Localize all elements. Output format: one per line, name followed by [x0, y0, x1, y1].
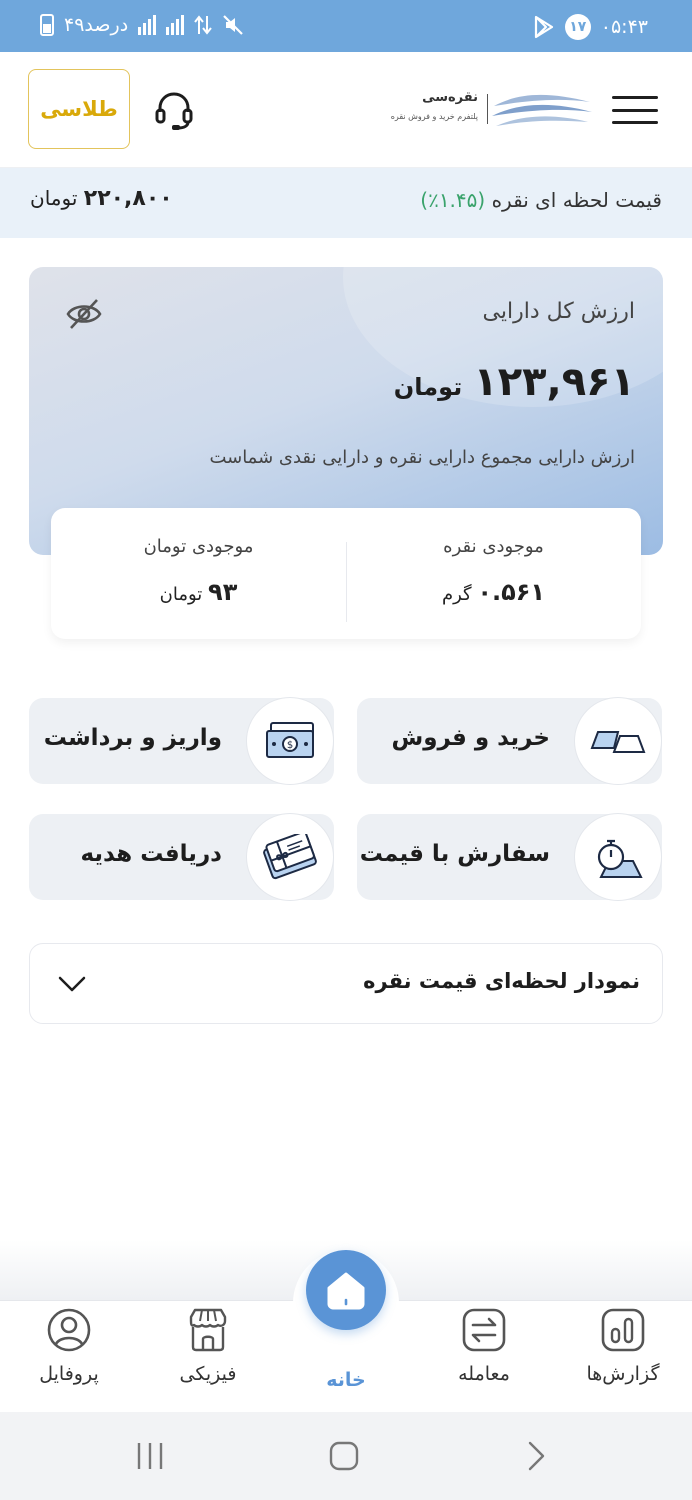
deposit-withdraw-label: واریز و برداشت	[43, 725, 222, 751]
status-bar	[0, 0, 692, 52]
buy-sell-button[interactable]	[357, 698, 662, 784]
menu-icon-line	[612, 109, 658, 112]
price-unit: تومان	[30, 186, 78, 210]
notification-badge: ۱۷	[565, 14, 591, 40]
home-icon	[325, 1270, 367, 1310]
price-label-text: قیمت لحظه ای نقره	[491, 188, 662, 212]
waves-logo-icon	[490, 88, 594, 134]
order-icon-wrap	[574, 813, 662, 901]
deposit-withdraw-button[interactable]	[29, 698, 334, 784]
live-price-bar	[0, 168, 692, 238]
data-transfer-icon	[194, 14, 212, 36]
deposit-icon-wrap	[246, 697, 334, 785]
back-icon[interactable]	[524, 1440, 548, 1472]
buy-sell-label: خرید و فروش	[391, 725, 550, 751]
exchange-icon	[461, 1307, 507, 1353]
logo-name: نقره‌سی	[422, 90, 478, 105]
home-fab-button[interactable]	[306, 1250, 386, 1330]
live-price-label	[420, 188, 662, 212]
clock: ۰۵:۴۳	[600, 16, 648, 38]
balances-card	[51, 508, 641, 639]
battery-text: ۴۹درصد	[64, 14, 129, 36]
profile-icon	[46, 1307, 92, 1353]
toman-balance-label: موجودی تومان	[143, 536, 254, 557]
store-icon	[185, 1307, 231, 1353]
menu-icon-line	[612, 121, 658, 124]
live-price-value	[30, 186, 173, 211]
toman-balance-value	[51, 578, 346, 606]
menu-button[interactable]	[612, 96, 658, 124]
logo-tagline: پلتفرم خرید و فروش نقره	[390, 112, 478, 121]
system-navigation	[0, 1412, 692, 1500]
silver-balance-unit: گرم	[441, 584, 472, 605]
toman-balance	[51, 508, 346, 639]
silver-balance-label: موجودی نقره	[443, 536, 544, 557]
app-header	[0, 52, 692, 168]
nav-profile-label: پروفایل	[39, 1363, 99, 1385]
nav-reports[interactable]	[568, 1307, 678, 1407]
battery-icon	[40, 14, 54, 36]
signal-icon	[138, 15, 156, 35]
gold-app-button[interactable]: طلاسی	[28, 69, 130, 149]
silver-balance-number: ۰.۵۶۱	[477, 578, 546, 606]
nav-home-label: خانه	[326, 1369, 366, 1391]
gift-card-icon	[261, 834, 319, 880]
svg-text:$: $	[286, 740, 294, 751]
nav-physical-label: فیزیکی	[179, 1363, 237, 1385]
nav-trade-label: معامله	[458, 1363, 510, 1385]
price-change: (۱.۴۵٪)	[420, 188, 486, 212]
play-store-icon	[533, 15, 555, 39]
total-assets-unit: تومان	[393, 373, 463, 401]
receive-gift-label: دریافت هدیه	[80, 841, 222, 867]
toman-balance-number: ۹۳	[208, 578, 238, 606]
home-system-icon[interactable]	[328, 1440, 360, 1472]
buy-sell-icon-wrap	[574, 697, 662, 785]
reports-icon	[600, 1307, 646, 1353]
chart-toggle-label: نمودار لحظه‌ای قیمت نقره	[363, 969, 640, 993]
nav-physical[interactable]	[153, 1307, 263, 1407]
receive-gift-button[interactable]	[29, 814, 334, 900]
price-order-button[interactable]	[357, 814, 662, 900]
brand-logo[interactable]	[390, 88, 594, 134]
gift-icon-wrap	[246, 813, 334, 901]
headset-icon	[152, 88, 196, 132]
logo-divider	[487, 94, 488, 124]
total-assets-value	[394, 359, 635, 405]
status-left	[40, 14, 244, 36]
menu-icon-line	[612, 96, 658, 99]
mute-icon	[222, 14, 244, 36]
silver-bars-icon	[590, 726, 646, 756]
total-assets-title: ارزش کل دارایی	[482, 299, 635, 324]
balance-divider	[346, 542, 347, 622]
signal-icon-2	[166, 15, 184, 35]
price-order-label: سفارش با قیمت	[359, 841, 550, 867]
silver-balance	[346, 508, 641, 639]
live-price-chart-toggle[interactable]	[29, 943, 663, 1024]
eye-off-icon	[65, 297, 103, 331]
support-button[interactable]	[152, 88, 196, 132]
recent-apps-icon[interactable]	[134, 1440, 166, 1472]
total-assets-description: ارزش دارایی مجموع دارایی نقره و دارایی نقدی شماست	[209, 447, 635, 468]
stopwatch-bar-icon	[593, 835, 643, 879]
nav-profile[interactable]	[14, 1307, 124, 1407]
nav-reports-label: گزارش‌ها	[586, 1363, 660, 1385]
silver-balance-value	[346, 578, 641, 606]
chevron-down-icon	[58, 972, 86, 996]
price-number: ۲۲۰,۸۰۰	[83, 186, 173, 211]
total-assets-number: ۱۲۳,۹۶۱	[473, 359, 635, 405]
cash-icon	[263, 721, 317, 761]
toman-balance-unit: تومان	[159, 584, 203, 605]
hide-balance-button[interactable]	[65, 297, 103, 331]
status-right	[533, 14, 648, 40]
nav-trade[interactable]	[429, 1307, 539, 1407]
